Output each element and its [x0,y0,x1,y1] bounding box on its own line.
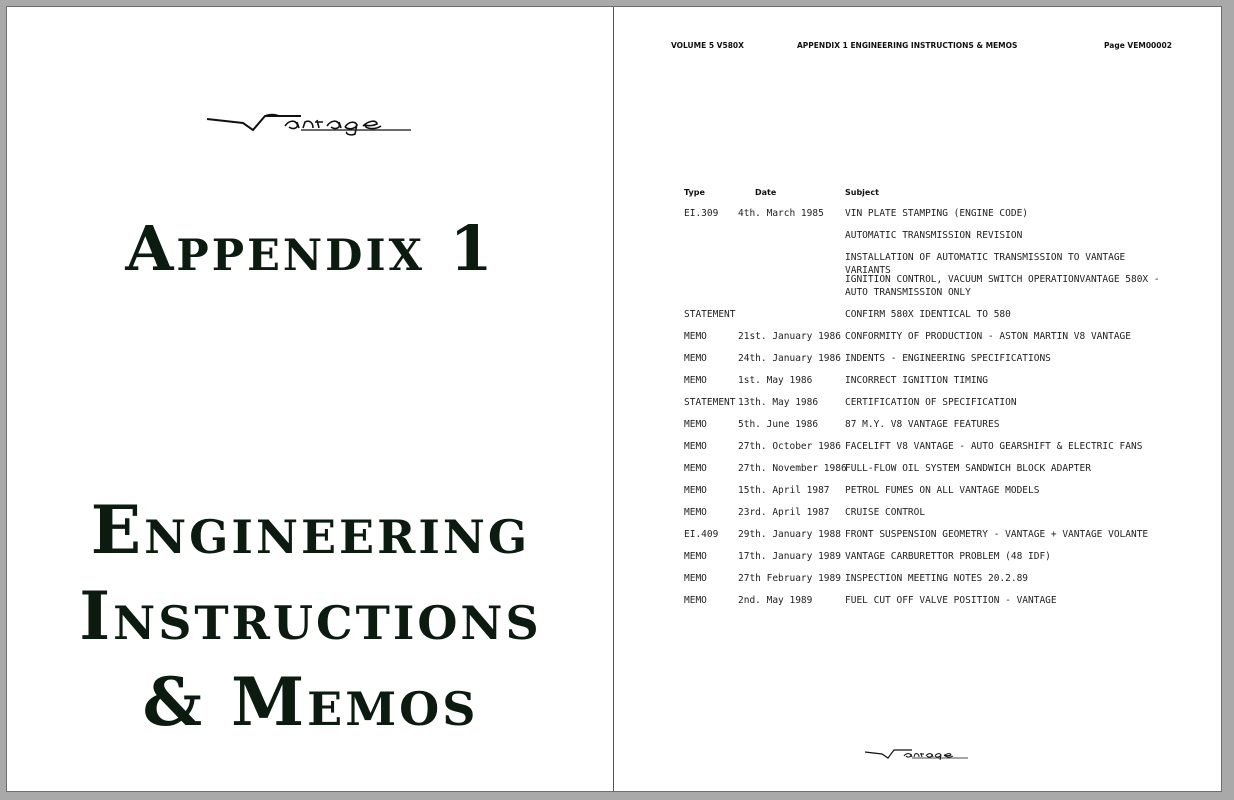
header-section: APPENDIX 1 ENGINEERING INSTRUCTIONS & MEMOS [797,41,1018,50]
heading-line-3: & Memos [142,663,479,741]
row-subject-cell: FUEL CUT OFF VALVE POSITION - VANTAGE [845,595,1057,606]
table-row [676,573,1176,595]
row-date-cell: 1st. May 1986 [738,375,813,386]
table-row [676,274,1176,309]
table-row [676,419,1176,441]
row-type-cell: MEMO [684,375,707,386]
row-date-cell: 23rd. April 1987 [738,507,830,518]
row-date-cell: 5th. June 1986 [738,419,819,430]
document-spread [6,6,1222,792]
heading-line-2: Instructions [79,577,542,655]
row-date-cell: 15th. April 1987 [738,485,830,496]
row-type-cell: MEMO [684,595,707,606]
table-row [676,595,1176,617]
row-subject-cell: CERTIFICATION OF SPECIFICATION [845,397,1017,408]
row-type-cell: MEMO [684,485,707,496]
row-type-cell: STATEMENT [684,397,736,408]
footer-vantage-logo-icon [864,747,970,761]
table-row [676,331,1176,353]
appendix-title: Appendix 1 [125,212,496,285]
section-heading [7,487,614,745]
row-type-cell: MEMO [684,441,707,452]
table-row [676,507,1176,529]
row-type-cell: STATEMENT [684,309,736,320]
row-subject-cell: AUTOMATIC TRANSMISSION REVISION [845,230,1023,241]
row-date-cell: 29th. January 1988 [738,529,841,540]
row-date-cell: 21st. January 1986 [738,331,841,342]
memo-table [676,188,1176,617]
table-row [676,485,1176,507]
column-header-date: Date [755,188,777,197]
table-row [676,375,1176,397]
table-row [676,529,1176,551]
table-row [676,252,1176,274]
table-row [676,230,1176,252]
row-subject-cell: INSPECTION MEETING NOTES 20.2.89 [845,573,1029,584]
table-row [676,309,1176,331]
row-subject-cell: INSTALLATION OF AUTOMATIC TRANSMISSION TO VANTAGE VARIANTS [845,252,1126,276]
row-subject-cell: CRUISE CONTROL [845,507,926,518]
row-type-cell: MEMO [684,331,707,342]
row-subject-cell: INCORRECT IGNITION TIMING [845,375,988,386]
column-header-type: Type [684,188,705,197]
row-type-cell: EI.309 [684,208,719,219]
row-type-cell: MEMO [684,463,707,474]
left-page [7,7,614,791]
row-subject-cell: FRONT SUSPENSION GEOMETRY - VANTAGE + VANTAGE VOLANTE [845,529,1149,540]
row-subject-cell: CONFIRM 580X IDENTICAL TO 580 [845,309,1011,320]
row-type-cell: MEMO [684,551,707,562]
table-row [676,397,1176,419]
row-subject-cell: 87 M.Y. V8 VANTAGE FEATURES [845,419,1000,430]
row-subject-cell: PETROL FUMES ON ALL VANTAGE MODELS [845,485,1040,496]
row-subject-cell: INDENTS - ENGINEERING SPECIFICATIONS [845,353,1051,364]
right-page [614,7,1221,791]
row-date-cell: 13th. May 1986 [738,397,819,408]
row-date-cell: 17th. January 1989 [738,551,841,562]
row-type-cell: MEMO [684,573,707,584]
row-subject-cell: VANTAGE CARBURETTOR PROBLEM (48 IDF) [845,551,1051,562]
row-date-cell: 27th February 1989 [738,573,841,584]
table-row [676,353,1176,375]
heading-line-1: Engineering [90,491,531,569]
row-date-cell: 2nd. May 1989 [738,595,813,606]
row-date-cell: 4th. March 1985 [738,208,824,219]
vantage-logo-icon [205,110,417,136]
table-row [676,551,1176,573]
row-type-cell: MEMO [684,507,707,518]
table-body [676,208,1176,617]
row-type-cell: EI.409 [684,529,719,540]
row-type-cell: MEMO [684,353,707,364]
table-row [676,463,1176,485]
row-subject-cell: IGNITION CONTROL, VACUUM SWITCH OPERATIONVANTAGE 580X - AUTO TRANSMISSION ONLY [845,274,1160,298]
row-subject-cell: VIN PLATE STAMPING (ENGINE CODE) [845,208,1029,219]
table-row [676,208,1176,230]
row-subject-cell: FACELIFT V8 VANTAGE - AUTO GEARSHIFT & ELECTRIC FANS [845,441,1143,452]
row-date-cell: 24th. January 1986 [738,353,841,364]
column-header-subject: Subject [845,188,879,197]
row-subject-cell: FULL-FLOW OIL SYSTEM SANDWICH BLOCK ADAPTER [845,463,1091,474]
row-subject-cell: CONFORMITY OF PRODUCTION - ASTON MARTIN V8 VANTAGE [845,331,1131,342]
header-page-number: Page VEM00002 [1104,41,1172,50]
table-header-row [676,188,1176,208]
row-date-cell: 27th. November 1986 [738,463,847,474]
table-row [676,441,1176,463]
header-volume: VOLUME 5 V580X [671,41,744,50]
row-date-cell: 27th. October 1986 [738,441,841,452]
row-type-cell: MEMO [684,419,707,430]
